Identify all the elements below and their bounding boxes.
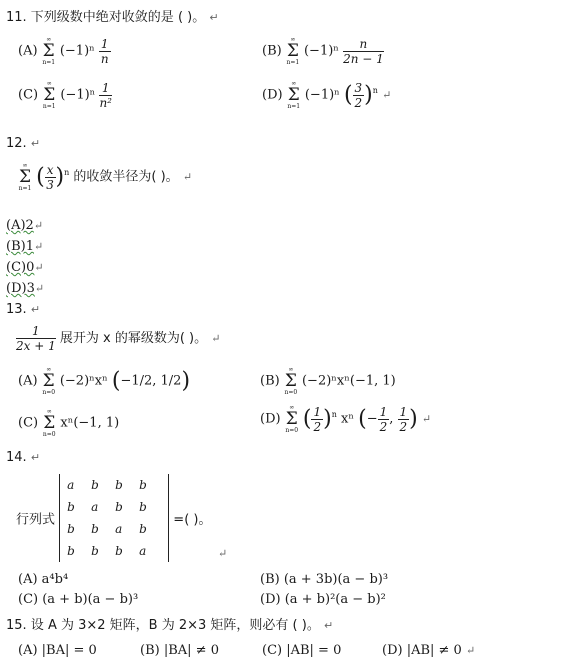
q11-option-c: (C) ∞ Σ n=1 (−1)ⁿ $\frac{1}{\text{n²}}$ [18, 80, 112, 110]
q11-option-a: (A) ∞ Σ n=1 (−1)ⁿ $\frac{1}{n}$ [18, 36, 109, 66]
q12-stem: ∞ Σ n=1 ( $\frac{x}{3}$ )$^n$ 的收敛半径为( )。 ↵ [18, 162, 193, 192]
q14-stem: 行列式 a b b b b a b b b b a b b b b a =( )。 [16, 474, 211, 562]
q12-option-a: (A)2↵ [6, 218, 44, 233]
q13-stem: $\frac{1}{2x + 1}$ 展开为 x 的幂级数为( )。 ↵ [16, 324, 221, 353]
q15-option-a: (A) |BA| = 0 [18, 643, 97, 658]
q12-option-c: (C)0↵ [6, 260, 44, 275]
q14-option-b: (B) (a + 3b)(a − b)³ [260, 572, 389, 587]
q12-option-d: (D)3↵ [6, 281, 45, 296]
q13-option-b: (B) ∞ Σ n=0 (−2)ⁿxⁿ(−1, 1) [260, 366, 396, 396]
q15-option-c: (C) |AB| = 0 [262, 643, 342, 658]
q14-option-c: (C) (a + b)(a − b)³ [18, 592, 139, 607]
q15-option-d: (D) |AB| ≠ 0 ↵ [382, 643, 476, 658]
q11-option-d: (D) ∞ Σ n=1 (−1)ⁿ ( $\frac{3}{2}$ )$^n$ ↵ [262, 80, 392, 110]
determinant-matrix: a b b b b a b b b b a b b b b a [59, 474, 169, 562]
return-mark: ↵ [218, 547, 228, 560]
q12-title: 12. ↵ [6, 136, 41, 151]
q11-title: 11. 下列级数中绝对收敛的是 ( )。 ↵ [6, 10, 219, 25]
q12-option-b: (B)1↵ [6, 239, 44, 254]
q14-option-d: (D) (a + b)²(a − b)² [260, 592, 386, 607]
q13-option-c: (C) ∞ Σ n=0 xⁿ(−1, 1) [18, 408, 120, 438]
q13-title: 13. ↵ [6, 302, 41, 317]
q15-title: 15. 设 A 为 3×2 矩阵，B 为 2×3 矩阵，则必有 ( )。 ↵ [6, 618, 334, 633]
q14-option-a: (A) a⁴b⁴ [18, 572, 69, 587]
q13-option-a: (A) ∞ Σ n=0 (−2)ⁿxⁿ (−1/2, 1/2) [18, 366, 191, 396]
q15-option-b: (B) |BA| ≠ 0 [140, 643, 219, 658]
q13-option-d: (D) ∞ Σ n=0 ( $\frac{1}{2}$ )$^n$ xⁿ (− $\frac{1}{2}$ , $\frac{1}{2}$ ) ↵ [260, 404, 432, 434]
q11-option-b: (B) ∞ Σ n=1 (−1)ⁿ $\frac{n}{2n - 1}$ [262, 36, 384, 66]
q14-title: 14. ↵ [6, 450, 41, 465]
